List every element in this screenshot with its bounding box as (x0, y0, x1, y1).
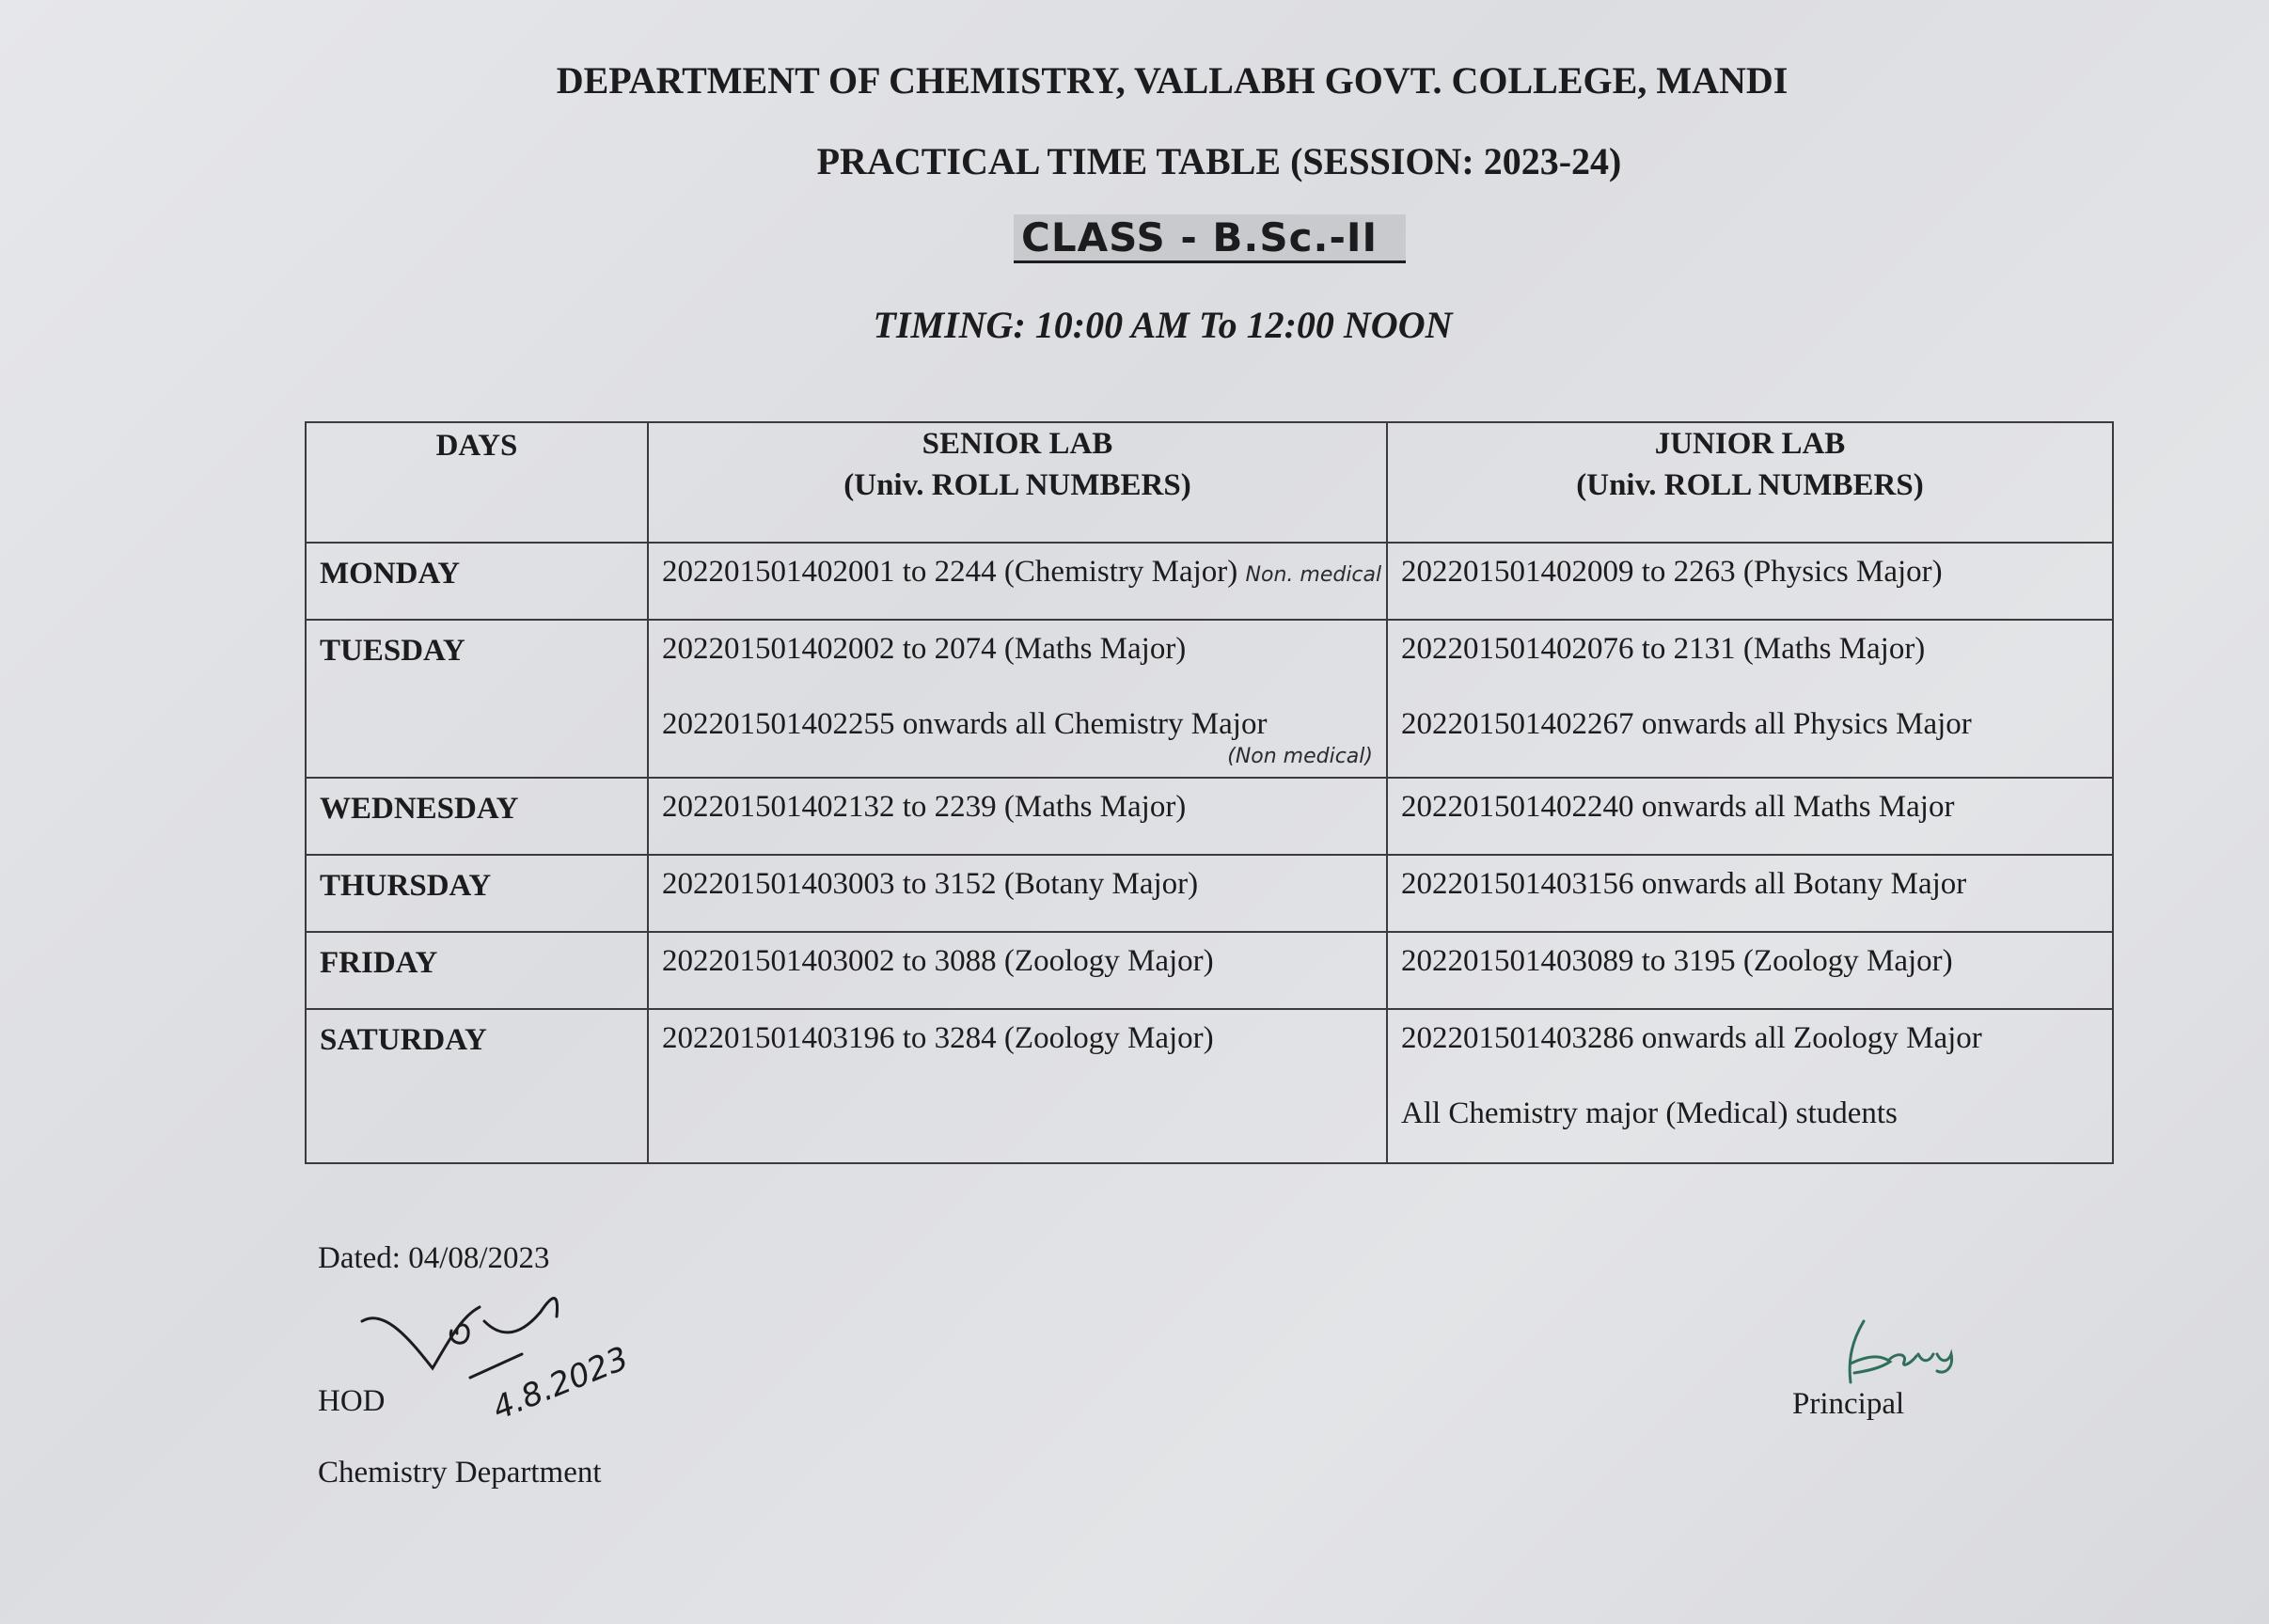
junior-entry: 202201501402240 onwards all Maths Major (1401, 790, 1955, 824)
header-days: DAYS (306, 422, 648, 543)
table-row (306, 778, 2113, 855)
senior-cell (648, 620, 1387, 778)
table-row (306, 1009, 2113, 1163)
timetable (305, 421, 2114, 1164)
header-senior-lab-sub: (Univ. ROLL NUMBERS) (843, 468, 1191, 502)
header-senior-lab-title: SENIOR LAB (922, 427, 1113, 461)
senior-entry: 202201501402002 to 2074 (Maths Major) (662, 632, 1187, 666)
junior-entry: 202201501403089 to 3195 (Zoology Major) (1401, 944, 1953, 978)
timing-line: TIMING: 10:00 AM To 12:00 NOON (873, 304, 1453, 346)
dated-line: Dated: 04/08/2023 (318, 1241, 550, 1275)
header-senior-lab (648, 422, 1387, 543)
senior-entry: 202201501402132 to 2239 (Maths Major) (662, 790, 1187, 824)
table-row (306, 932, 2113, 1009)
senior-entry: 202201501402001 to 2244 (Chemistry Major) Non. medical (662, 555, 1382, 589)
day-cell: FRIDAY (306, 932, 648, 1009)
table-row (306, 620, 2113, 778)
handwritten-note: (Non medical) (1227, 745, 1373, 768)
hod-label: HOD (318, 1384, 386, 1418)
junior-entry: 202201501402267 onwards all Physics Major (1401, 707, 1972, 741)
senior-cell (648, 855, 1387, 932)
junior-cell (1387, 778, 2113, 855)
handwritten-note: Non. medical (1245, 563, 1382, 587)
junior-cell (1387, 620, 2113, 778)
junior-entry: 202201501402009 to 2263 (Physics Major) (1401, 555, 1943, 589)
header-junior-lab-title: JUNIOR LAB (1654, 427, 1846, 461)
hod-signature-date: 4.8.2023 (487, 1339, 634, 1428)
header-junior-lab-sub: (Univ. ROLL NUMBERS) (1576, 468, 1924, 502)
session-title: PRACTICAL TIME TABLE (SESSION: 2023-24) (816, 140, 1622, 182)
senior-cell (648, 932, 1387, 1009)
chemistry-department-label: Chemistry Department (318, 1456, 602, 1490)
table-row (306, 543, 2113, 620)
day-cell: TUESDAY (306, 620, 648, 778)
senior-cell (648, 1009, 1387, 1163)
junior-entry: 202201501402076 to 2131 (Maths Major) (1401, 632, 1926, 666)
day-cell: SATURDAY (306, 1009, 648, 1163)
day-cell: WEDNESDAY (306, 778, 648, 855)
junior-entry: 202201501403286 onwards all Zoology Major (1401, 1021, 1982, 1055)
hod-signature (357, 1279, 668, 1429)
senior-cell (648, 543, 1387, 620)
day-cell: THURSDAY (306, 855, 648, 932)
principal-label: Principal (1792, 1387, 1905, 1421)
senior-cell (648, 778, 1387, 855)
senior-entry: 202201501402255 onwards all Chemistry Major (662, 707, 1268, 741)
header-junior-lab (1387, 422, 2113, 543)
senior-entry: 202201501403003 to 3152 (Botany Major) (662, 867, 1199, 901)
table-header-row (306, 422, 2113, 543)
junior-cell (1387, 1009, 2113, 1163)
class-title: CLASS - B.Sc.-II (1014, 214, 1406, 263)
table-row (306, 855, 2113, 932)
day-cell: MONDAY (306, 543, 648, 620)
junior-cell (1387, 543, 2113, 620)
junior-cell (1387, 855, 2113, 932)
senior-entry: 202201501403196 to 3284 (Zoology Major) (662, 1021, 1214, 1055)
senior-entry: 202201501403002 to 3088 (Zoology Major) (662, 944, 1214, 978)
junior-entry: All Chemistry major (Medical) students (1401, 1096, 1898, 1130)
junior-entry: 202201501403156 onwards all Botany Major (1401, 867, 1967, 901)
department-title: DEPARTMENT OF CHEMISTRY, VALLABH GOVT. COLLEGE, MANDI (556, 59, 1788, 102)
junior-cell (1387, 932, 2113, 1009)
